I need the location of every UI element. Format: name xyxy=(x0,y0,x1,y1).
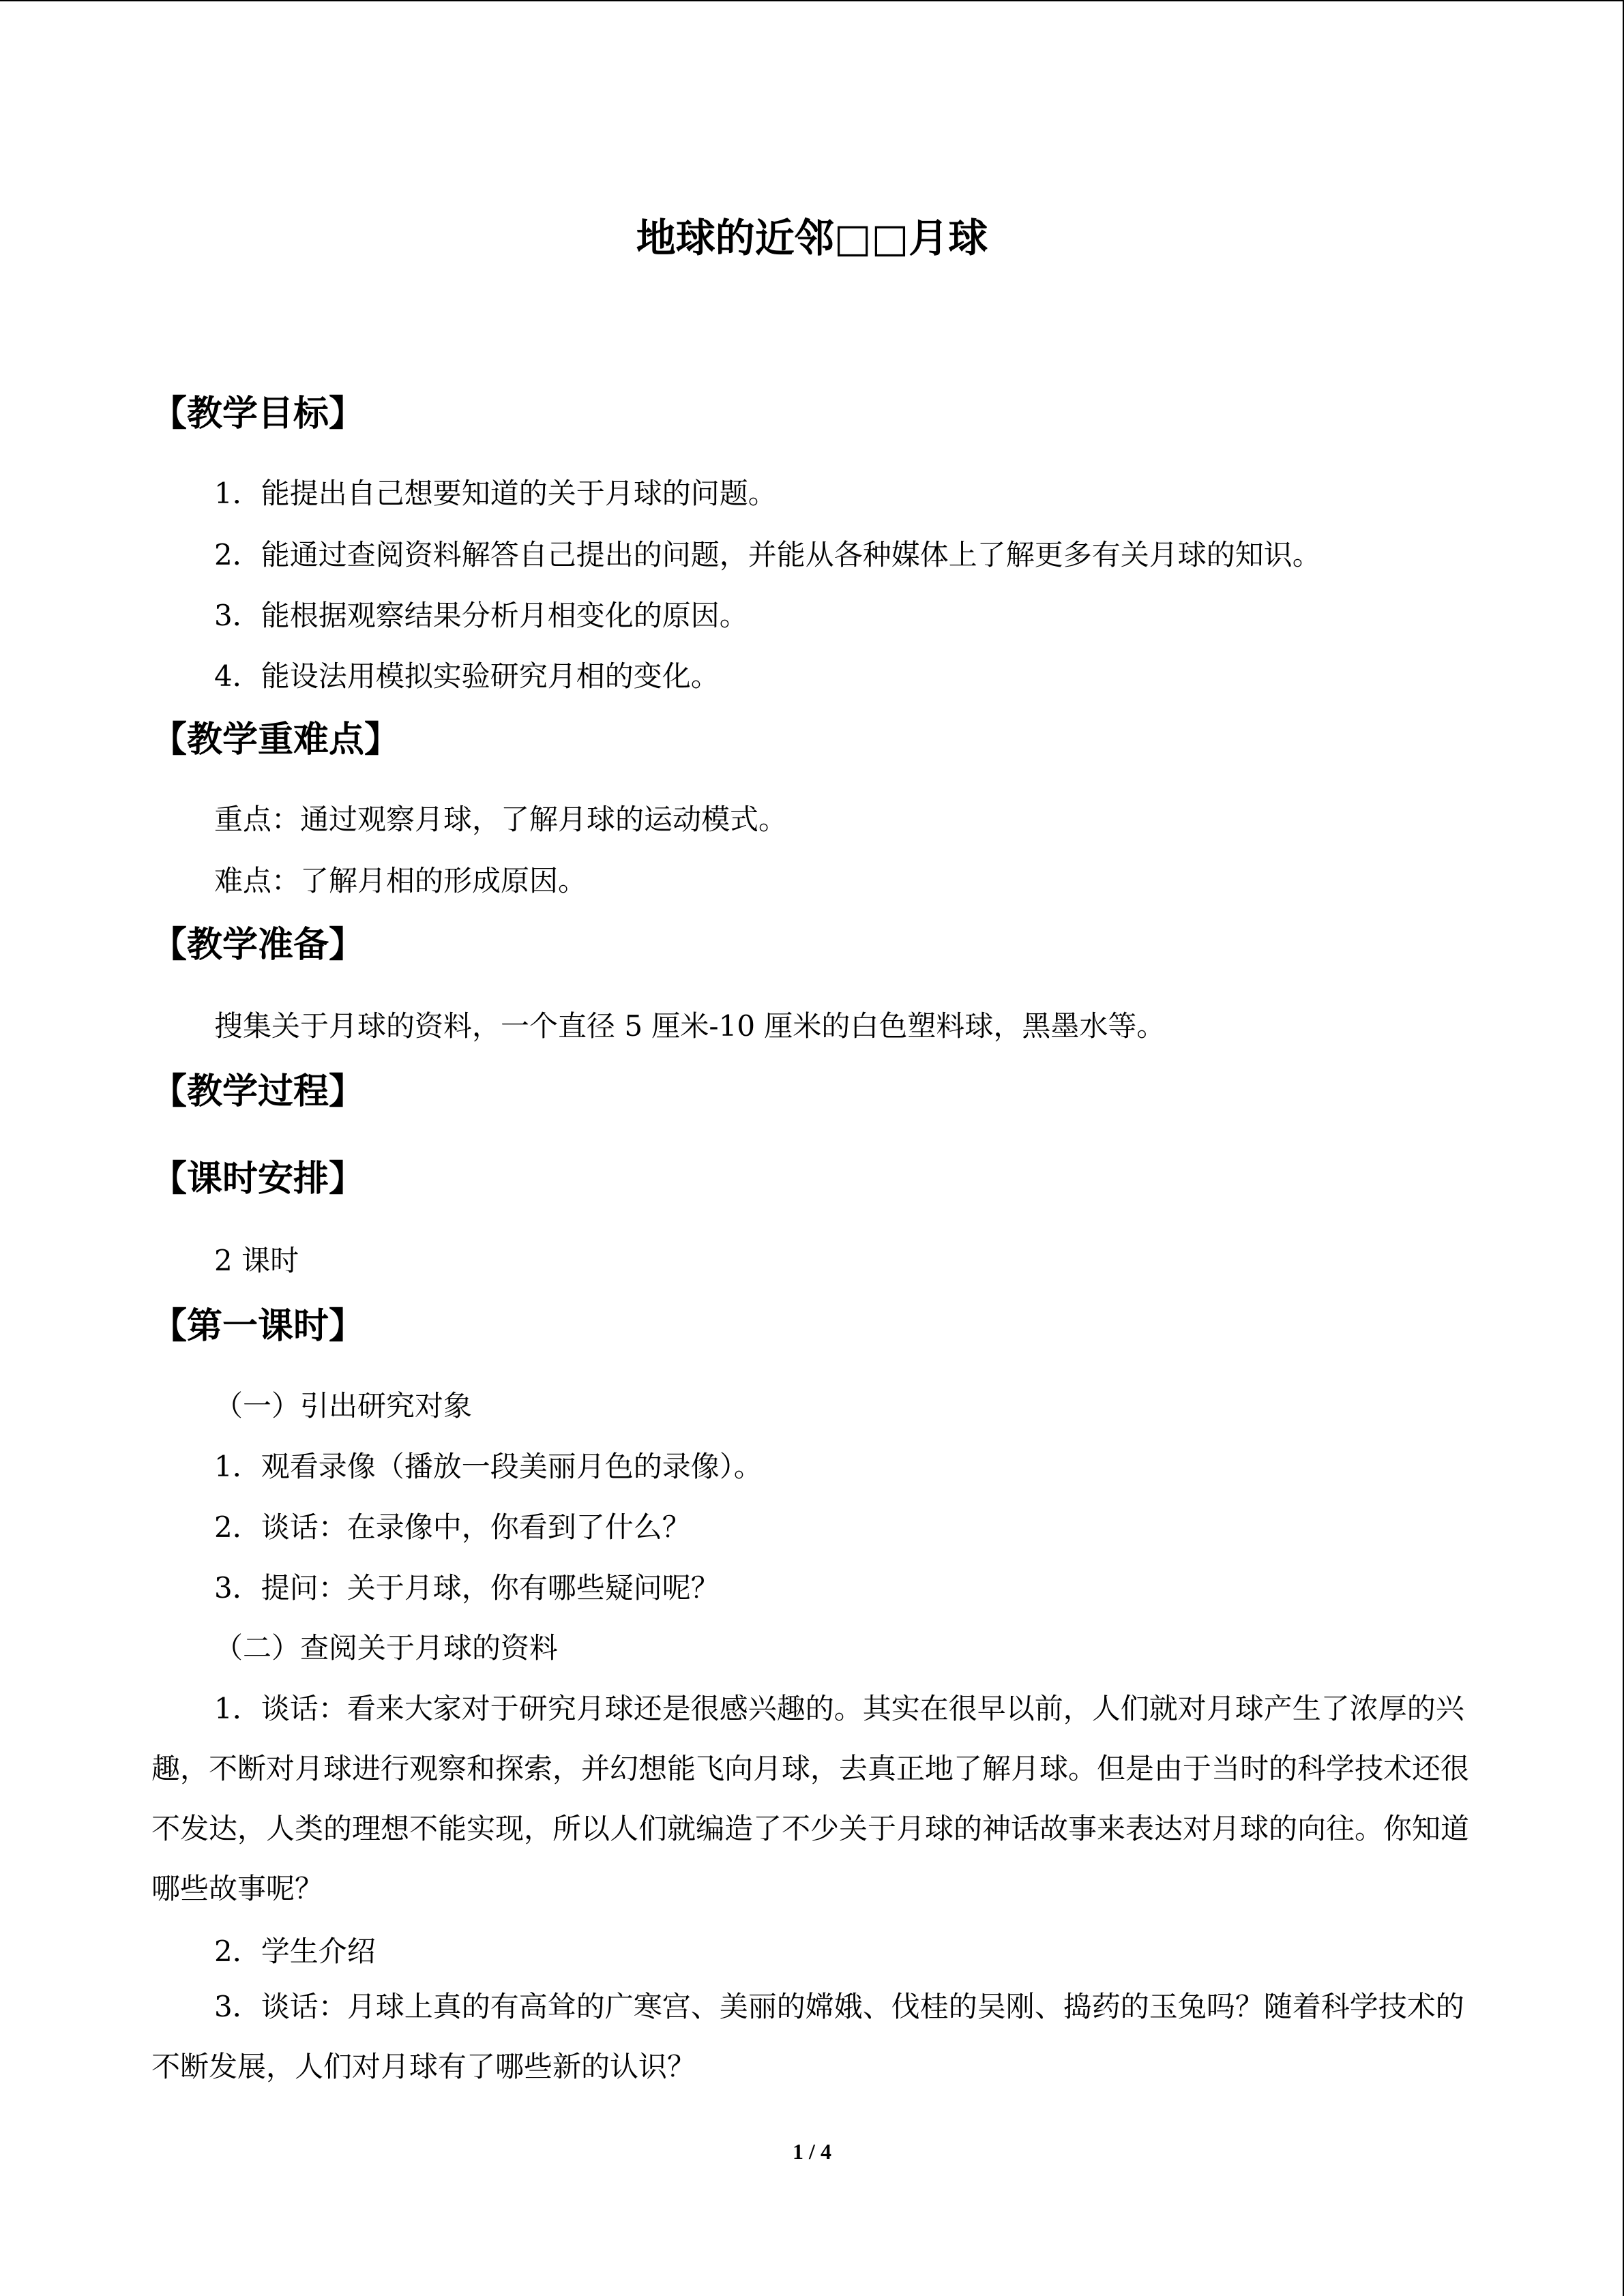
heading-preparation: 【教学准备】 xyxy=(151,925,365,966)
goal-item-4: 4．能设法用模拟实验研究月相的变化。 xyxy=(214,659,720,693)
heading-key-points: 【教学重难点】 xyxy=(151,719,400,760)
part-2-paragraph-3: 3．谈话：月球上真的有高耸的广寒宫、美丽的嫦娥、伐桂的吴刚、捣药的玉兔吗？随着科学技术的不断发展，人们对月球有了哪些新的认识？ xyxy=(151,1990,1464,2083)
preparation-text: 搜集关于月球的资料，一个直径 5 厘米-10 厘米的白色塑料球，黑墨水等。 xyxy=(214,1009,1166,1043)
part-1-item-3: 3．提问：关于月球，你有哪些疑问呢？ xyxy=(214,1571,720,1605)
key-point: 重点：通过观察月球，了解月球的运动模式。 xyxy=(214,803,788,836)
part-1-item-2: 2．谈话：在录像中，你看到了什么？ xyxy=(214,1510,691,1544)
document-title: 地球的近邻□□月球 xyxy=(636,215,988,261)
heading-goals: 【教学目标】 xyxy=(151,393,365,434)
goal-item-2: 2．能通过查阅资料解答自己提出的问题，并能从各种媒体上了解更多有关月球的知识。 xyxy=(214,538,1321,571)
goal-item-1: 1．能提出自己想要知道的关于月球的问题。 xyxy=(214,477,777,510)
part-1-title: （一）引出研究对象 xyxy=(214,1389,473,1422)
heading-process: 【教学过程】 xyxy=(151,1071,365,1112)
part-2-title: （二）查阅关于月球的资料 xyxy=(214,1631,559,1665)
heading-lesson-1: 【第一课时】 xyxy=(151,1306,365,1347)
goal-item-3: 3．能根据观察结果分析月相变化的原因。 xyxy=(214,599,748,632)
schedule-text: 2 课时 xyxy=(214,1244,299,1277)
part-1-item-1: 1．观看录像（播放一段美丽月色的录像）。 xyxy=(214,1450,763,1483)
page-number: 1 / 4 xyxy=(793,2139,831,2164)
part-2-paragraph-1: 1．谈话：看来大家对于研究月球还是很感兴趣的。其实在很早以前，人们就对月球产生了浓厚的兴趣，不断对月球进行观察和探索，并幻想能飞向月球，去真正地了解月球。但是由于当时的科学技术还很不发达，人类的理想不能实现，所以人们就编造了不少关于月球的神话故事来表达对月球的向往。你知道哪些故事呢？ xyxy=(151,1692,1470,1905)
difficult-point: 难点：了解月相的形成原因。 xyxy=(214,864,587,897)
part-2-paragraph-2: 2．学生介绍 xyxy=(214,1935,376,1968)
heading-schedule: 【课时安排】 xyxy=(151,1159,365,1199)
